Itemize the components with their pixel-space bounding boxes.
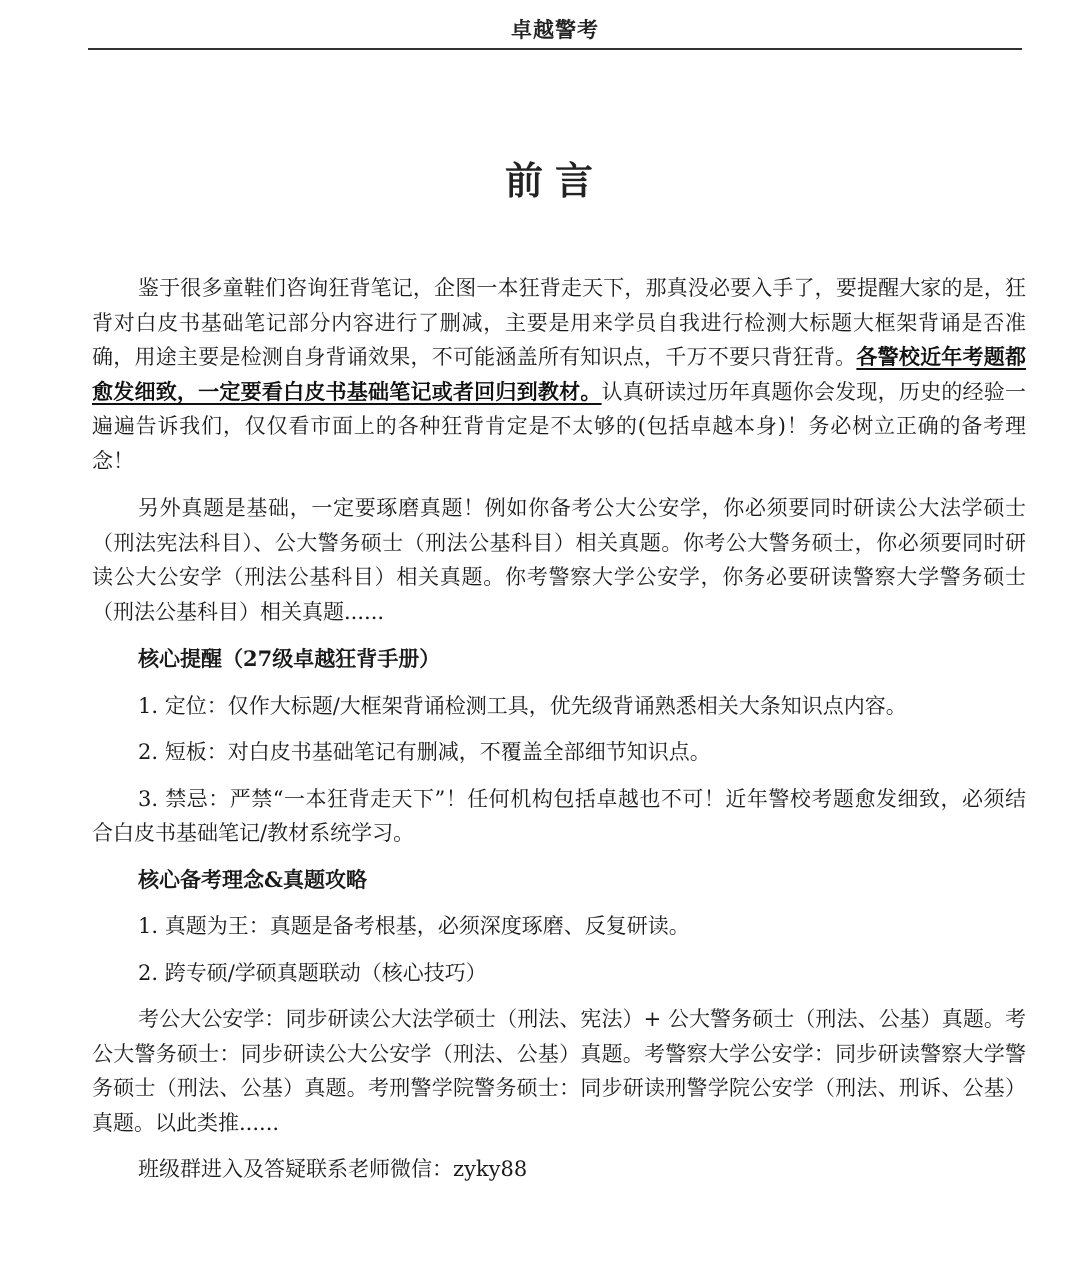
strategy-detail-paragraph: 考公大公安学：同步研读公大法学硕士（刑法、宪法）+ 公大警务硕士（刑法、公基）真题。考公大警务硕士：同步研读公大公安学（刑法、公基）真题。考警察大学公安学：同步研读警察大学警务硕士（刑法、公基）真题。考刑警学院警务硕士：同步研读刑警学院公安学（刑法、刑诉、公基）真题。以此类推......: [92, 1007, 1026, 1135]
running-header: 卓越警考: [511, 18, 599, 42]
emphasis-text: 各警校近年考题都愈发细致，一定要看白皮书基础笔记或者回归到教材。: [92, 344, 1027, 404]
section-heading-strategy: 核心备考理念&真题攻略: [138, 866, 367, 892]
page-title: 前言: [504, 159, 605, 203]
strategy-item-1: 1. 真题为王：真题是备考根基，必须深度琢磨、反复研读。: [138, 914, 690, 938]
header-rule: [88, 48, 1022, 50]
intro-text-before: 鉴于很多童鞋们咨询狂背笔记，企图一本狂背走天下，那真没必要入手了，要提醒大家的是，狂背对白皮书基础笔记部分内容进行了删减，主要是用来学员自我进行检测大标题大框架背诵是否准确，用途主要是检测自身背诵效果，不可能涵盖所有知识点，千万不要只背狂背。: [92, 276, 1026, 369]
reminder-item-2: 2. 短板：对白皮书基础笔记有删减，不覆盖全部细节知识点。: [138, 740, 711, 764]
strategy-item-2: 2. 跨专硕/学硕真题联动（核心技巧）: [138, 960, 487, 985]
intro-text-after: 认真研读过历年真题你会发现，历史的经验一遍遍告诉我们，仅仅看市面上的各种狂背肯定是不太够的(包括卓越本身)！务必树立正确的备考理念！: [92, 379, 1027, 473]
body-content: [92, 271, 1026, 1187]
reminder-item-1: 1. 定位：仅作大标题/大框架背诵检测工具，优先级背诵熟悉相关大条知识点内容。: [138, 693, 907, 718]
contact-line: 班级群进入及答疑联系老师微信：zyky88: [138, 1157, 528, 1181]
intro-paragraph-1: [92, 271, 1026, 478]
section-heading-core-reminder: 核心提醒（27级卓越狂背手册）: [138, 646, 441, 671]
intro-paragraph-2: 另外真题是基础，一定要琢磨真题！例如你备考公大公安学，你必须要同时研读公大法学硕士（刑法宪法科目）、公大警务硕士（刑法公基科目）相关真题。你考公大警务硕士，你必须要同时研读公大公安学（刑法公基科目）相关真题。你考警察大学公安学，你务必要研读警察大学警务硕士（刑法公基科目）相关真题......: [92, 496, 1026, 624]
reminder-item-3: 3. 禁忌：严禁“一本狂背走天下”！任何机构包括卓越也不可！近年警校考题愈发细致，必须结合白皮书基础笔记/教材系统学习。: [92, 786, 1026, 845]
